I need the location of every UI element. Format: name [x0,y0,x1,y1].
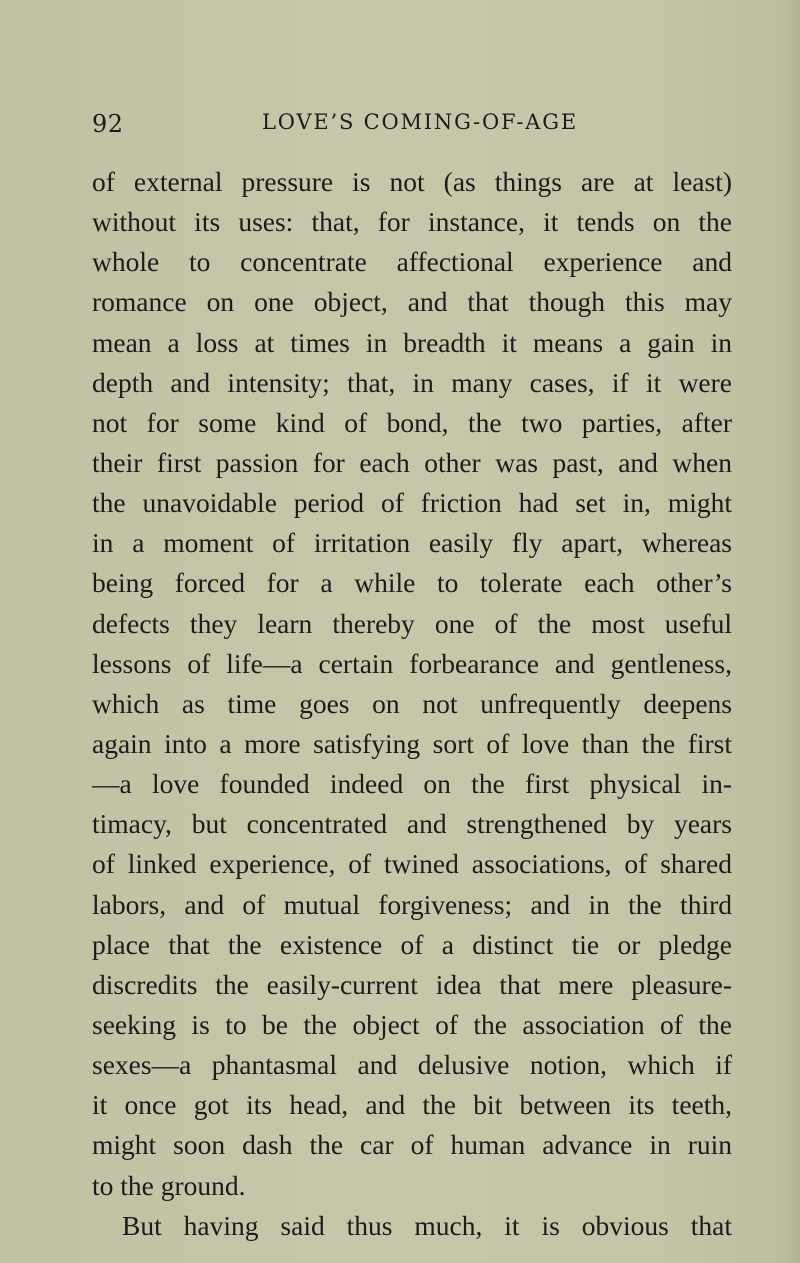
text-line: mean a loss at times in breadth it means a gain in [92,326,732,358]
text-line: —a love founded indeed on the first physical in- [92,768,732,800]
page-header [92,110,732,140]
text-line: might soon dash the car of human advance in ruin [92,1129,732,1161]
text-line: depth and intensity; that, in many cases, if it were [92,366,732,398]
page-number: 92 [92,110,124,138]
text-line: discredits the easily-current idea that mere pleasure- [92,968,732,1000]
running-title: LOVE’S COMING-OF-AGE [262,110,578,134]
text-line: lessons of life—a certain forbearance and gentleness, [92,647,732,679]
page-edge-shadow [786,0,800,1263]
text-line: of linked experience, of twined associations, of shared [92,848,732,880]
text-line: seeking is to be the object of the association of the [92,1008,732,1040]
text-line: in a moment of irritation easily fly apart, whereas [92,527,732,559]
text-line: it once got its head, and the bit between its teeth, [92,1089,732,1121]
text-line: without its uses: that, for instance, it tends on the [92,206,732,238]
text-line: which as time goes on not unfrequently deepens [92,687,732,719]
text-line: again into a more satisfying sort of love than the first [92,727,732,759]
text-line: labors, and of mutual forgiveness; and in the third [92,888,732,920]
paragraph-end-line: to the ground. [92,1169,246,1201]
text-line: whole to concentrate affectional experience and [92,246,732,278]
text-line: the unavoidable period of friction had set in, might [92,487,732,519]
text-line: not for some kind of bond, the two parties, after [92,406,732,438]
text-line: romance on one object, and that though this may [92,286,732,318]
text-line: their first passion for each other was past, and when [92,446,732,478]
text-line: sexes—a phantasmal and delusive notion, which if [92,1049,732,1081]
paragraph-start-line: But having said thus much, it is obvious that [122,1209,732,1241]
text-line: place that the existence of a distinct tie or pledge [92,928,732,960]
text-line: timacy, but concentrated and strengthened by years [92,808,732,840]
text-line: being forced for a while to tolerate each other’s [92,567,732,599]
text-line: of external pressure is not (as things are at least) [92,166,732,197]
body-text [92,162,732,1246]
text-line: defects they learn thereby one of the most useful [92,607,732,639]
